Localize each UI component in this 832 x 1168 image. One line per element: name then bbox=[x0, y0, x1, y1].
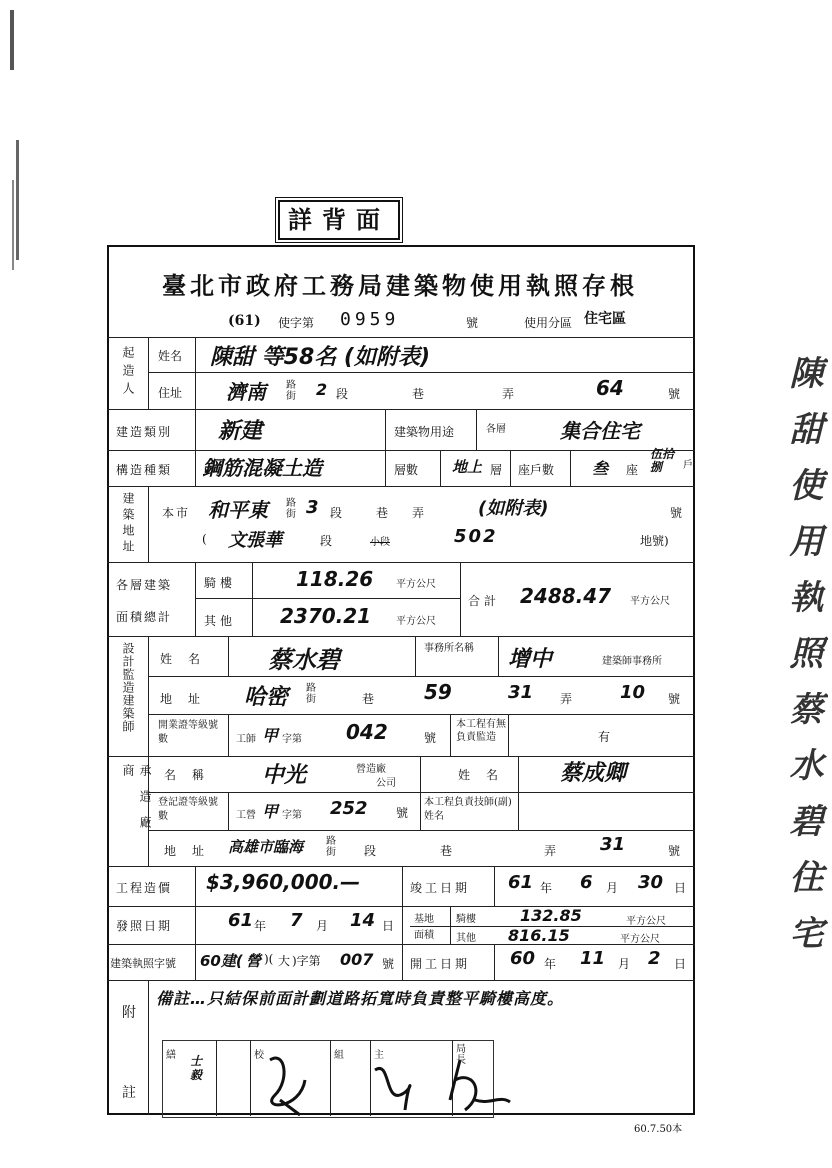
col-line bbox=[228, 636, 229, 676]
base-other-unit: 平方公尺 bbox=[620, 934, 660, 945]
col-line bbox=[420, 756, 421, 830]
site-duan-unit: 段 bbox=[330, 506, 343, 520]
col-line bbox=[450, 714, 451, 756]
units-value: 叁 bbox=[592, 459, 609, 478]
base-label-1: 基地 bbox=[414, 914, 434, 925]
signature-1 bbox=[270, 1058, 305, 1115]
col-line bbox=[228, 792, 229, 830]
row-line bbox=[148, 792, 695, 793]
units-hu-unit: 戶 bbox=[683, 460, 693, 471]
other-area-value: 2370.21 bbox=[280, 604, 372, 628]
base-arcade-value: 132.85 bbox=[520, 906, 582, 925]
site-lot-section: 文張華 bbox=[228, 530, 282, 551]
structure-value: 鋼筋混凝土造 bbox=[202, 456, 322, 480]
zone-value: 住宅區 bbox=[584, 311, 626, 327]
start-ri: 日 bbox=[674, 957, 687, 971]
side-text: 陳甜使用執照蔡水碧住宅 bbox=[783, 355, 823, 971]
applicant-hao-label: 號 bbox=[668, 387, 681, 401]
issue-label: 發照日期 bbox=[116, 919, 173, 933]
building-use-value: 集合住宅 bbox=[560, 419, 640, 443]
site-xiang: 巷 bbox=[376, 506, 389, 520]
cost-label: 工程造價 bbox=[116, 881, 173, 895]
floors-label: 層數 bbox=[394, 463, 419, 477]
completion-label: 竣工日期 bbox=[410, 881, 471, 895]
site-hao: 號 bbox=[670, 506, 683, 520]
contractor-addr-number: 31 bbox=[600, 834, 626, 855]
contractor-addr-label: 地址 bbox=[164, 844, 221, 858]
col-line bbox=[570, 450, 571, 486]
site-city: 本市 bbox=[162, 506, 191, 520]
applicant-addr-duan: 2 bbox=[316, 380, 328, 399]
col-line bbox=[415, 636, 416, 676]
applicant-section-label: 起造人 bbox=[121, 346, 135, 400]
footer-print: 60.7.50本 bbox=[634, 1124, 683, 1135]
completion-day: 30 bbox=[638, 872, 664, 893]
reg-prefix: 工營 bbox=[236, 810, 256, 821]
contractor-suffix: 營造廠 bbox=[356, 764, 386, 775]
col-line bbox=[476, 409, 477, 450]
site-lot-open: ( bbox=[202, 532, 207, 546]
header-box bbox=[278, 200, 400, 240]
contractor-addr: 高雄市臨海 bbox=[228, 838, 304, 856]
building-use-label: 建築物用途 bbox=[394, 425, 455, 439]
total-area-value: 2488.47 bbox=[520, 584, 612, 608]
col-line bbox=[195, 562, 196, 636]
header-box-text: 詳背面 bbox=[288, 205, 390, 234]
site-nong: 弄 bbox=[412, 506, 425, 520]
form-title: 臺北市政府工務局建築物使用執照存根 bbox=[162, 271, 638, 300]
permit-label: 建築執照字號 bbox=[110, 957, 176, 970]
start-day: 2 bbox=[648, 948, 661, 969]
permit-value-5: )字第 bbox=[292, 954, 321, 968]
site-section-label: 建築地址 bbox=[121, 492, 135, 556]
applicant-addr-road: 濟南 bbox=[226, 380, 266, 404]
office-suffix: 建築師事務所 bbox=[602, 656, 662, 667]
reg-char: 字第 bbox=[282, 810, 302, 821]
remarks-label-2: 註 bbox=[122, 1085, 136, 1101]
license-label: 開業證等級號數 bbox=[158, 720, 218, 745]
col-line bbox=[510, 450, 511, 486]
start-month: 11 bbox=[580, 948, 606, 969]
applicant-name-label: 姓名 bbox=[158, 349, 183, 363]
permit-value-2: 營 bbox=[246, 952, 262, 970]
floors-unit: 層 bbox=[490, 463, 503, 477]
start-label: 開工日期 bbox=[410, 957, 471, 971]
start-yue: 月 bbox=[618, 957, 631, 971]
col-line bbox=[498, 636, 499, 676]
architect-addr-number: 10 bbox=[620, 682, 646, 703]
base-arcade-unit: 平方公尺 bbox=[626, 916, 666, 927]
col-line bbox=[252, 562, 253, 636]
other-area-unit: 平方公尺 bbox=[396, 616, 436, 627]
building-use-floor: 各層 bbox=[486, 424, 506, 435]
site-duan-value: 3 bbox=[306, 497, 319, 518]
license-hao: 號 bbox=[424, 731, 437, 745]
row-line bbox=[107, 636, 695, 637]
completion-ri: 日 bbox=[674, 881, 687, 895]
completion-year: 61 bbox=[508, 872, 534, 893]
site-lot-sub: 小段 bbox=[370, 537, 390, 548]
applicant-xiang-label: 巷 bbox=[412, 387, 425, 401]
col-line bbox=[440, 450, 441, 486]
row-line bbox=[195, 598, 460, 599]
architect-addr-xiang-label: 巷 bbox=[362, 692, 375, 706]
permit-hao: 號 bbox=[382, 957, 395, 971]
base-label-2: 面積 bbox=[414, 930, 434, 941]
row-line bbox=[107, 486, 695, 487]
stamp-value-1: 士毅 bbox=[190, 1054, 203, 1082]
stamp-label-4: 主 bbox=[374, 1050, 384, 1061]
row-line bbox=[148, 830, 695, 831]
permit-value-6: 007 bbox=[340, 950, 374, 969]
contractor-addr-road: 路街 bbox=[326, 836, 336, 858]
col-line bbox=[402, 866, 403, 980]
row-line bbox=[107, 980, 695, 981]
stamp-label-3: 組 bbox=[334, 1050, 344, 1061]
col-line bbox=[508, 714, 509, 756]
col-line bbox=[494, 866, 495, 906]
stamp-label-5: 局長 bbox=[456, 1044, 466, 1066]
stamp-label-1: 繕 bbox=[166, 1050, 176, 1061]
architect-addr-alley: 31 bbox=[508, 682, 534, 703]
units-zuo: 座 bbox=[626, 463, 639, 477]
site-road: 和平東 bbox=[208, 498, 268, 522]
total-area-unit: 平方公尺 bbox=[630, 596, 670, 607]
license-grade: 甲 bbox=[262, 726, 279, 745]
architect-addr-hao: 號 bbox=[668, 692, 681, 706]
site-road-unit: 路街 bbox=[286, 498, 296, 520]
area-section-1: 各層建築 bbox=[116, 578, 173, 592]
completion-month: 6 bbox=[580, 872, 593, 893]
signature-marks bbox=[260, 1040, 520, 1120]
col-line bbox=[450, 906, 451, 944]
area-section-2: 面積總計 bbox=[116, 610, 173, 624]
cost-value: $3,960,000.— bbox=[206, 870, 361, 894]
architect-addr-city: 哈密 bbox=[244, 685, 289, 710]
architect-name: 蔡水碧 bbox=[268, 646, 340, 674]
arcade-unit: 平方公尺 bbox=[396, 579, 436, 590]
col-line bbox=[494, 944, 495, 980]
issue-nian: 年 bbox=[254, 919, 267, 933]
supervise-value: 有 bbox=[598, 730, 611, 744]
architect-name-label: 姓名 bbox=[160, 652, 217, 666]
license-number: 042 bbox=[346, 720, 388, 744]
units-hu-value: 伍拾捌 bbox=[650, 447, 675, 474]
applicant-road-unit: 路街 bbox=[286, 380, 296, 402]
permit-value-4: 大 bbox=[278, 954, 291, 968]
architect-addr-nong: 弄 bbox=[560, 692, 573, 706]
structure-label: 構造種類 bbox=[116, 463, 173, 477]
permit-number: 0959 bbox=[340, 309, 400, 330]
arcade-value: 118.26 bbox=[296, 567, 374, 591]
license-prefix: 工師 bbox=[236, 734, 256, 745]
col-line bbox=[385, 409, 386, 486]
applicant-addr-number: 64 bbox=[596, 376, 624, 400]
contractor-name-label: 名稱 bbox=[164, 768, 221, 782]
architect-section-label: 設計監造建築師 bbox=[121, 642, 135, 733]
col-line bbox=[148, 337, 149, 409]
zone-label: 使用分區 bbox=[524, 316, 573, 330]
col-line bbox=[148, 980, 149, 1115]
contractor-section-label: 承造廠商 bbox=[121, 764, 152, 842]
arcade-label: 騎樓 bbox=[204, 576, 237, 590]
col-line bbox=[195, 866, 196, 980]
binder-mark bbox=[10, 10, 14, 70]
col-line bbox=[228, 714, 229, 756]
reg-label: 登記證等級號數 bbox=[158, 797, 218, 822]
contractor-name: 中光 bbox=[262, 763, 307, 788]
contractor-person: 蔡成卿 bbox=[560, 761, 627, 786]
col-line bbox=[148, 486, 149, 562]
architect-addr-label: 地址 bbox=[160, 692, 217, 706]
building-type-value: 新建 bbox=[218, 419, 263, 444]
start-year: 60 bbox=[510, 948, 536, 969]
contractor-addr-nong: 弄 bbox=[544, 844, 557, 858]
base-arcade-label: 騎樓 bbox=[456, 914, 476, 925]
permit-value-1: 60建( bbox=[200, 952, 243, 970]
site-lot-number: 502 bbox=[454, 526, 498, 547]
issue-year: 61 bbox=[228, 910, 254, 931]
remarks-text: 備註…只結保前面計劃道路拓寬時負責整平騎樓高度。 bbox=[156, 989, 565, 1008]
row-line bbox=[148, 372, 695, 373]
base-other-value: 816.15 bbox=[508, 926, 570, 945]
completion-nian: 年 bbox=[540, 881, 553, 895]
architect-addr-road: 路街 bbox=[306, 683, 316, 705]
permit-hao: 號 bbox=[466, 316, 479, 330]
base-other-label: 其他 bbox=[456, 933, 476, 944]
issue-yue: 月 bbox=[316, 919, 329, 933]
binder-mark bbox=[12, 180, 14, 270]
contractor-addr-xiang: 巷 bbox=[440, 844, 453, 858]
office-value: 增中 bbox=[508, 647, 553, 672]
signature-3 bbox=[450, 1060, 510, 1110]
remarks-label-1: 附 bbox=[122, 1005, 136, 1021]
col-line bbox=[148, 636, 149, 756]
stamp-divider bbox=[216, 1040, 217, 1116]
completion-yue: 月 bbox=[606, 881, 619, 895]
contractor-person-label: 姓名 bbox=[458, 768, 515, 782]
col-line bbox=[195, 409, 196, 486]
reg-grade: 甲 bbox=[262, 802, 279, 821]
site-lot-duan: 段 bbox=[320, 534, 333, 548]
issue-ri: 日 bbox=[382, 919, 395, 933]
contractor-addr-hao: 號 bbox=[668, 844, 681, 858]
applicant-duan-label: 段 bbox=[336, 387, 349, 401]
floors-value: 地上 bbox=[452, 458, 483, 476]
col-line bbox=[518, 756, 519, 830]
stamp-divider bbox=[250, 1040, 251, 1116]
applicant-addr-label: 住址 bbox=[158, 386, 183, 400]
stamp-label-2: 校 bbox=[254, 1050, 264, 1061]
issue-day: 14 bbox=[350, 910, 376, 931]
permit-year: (61) bbox=[228, 313, 261, 329]
site-lot-close: 地號) bbox=[640, 534, 669, 548]
reg-number: 252 bbox=[330, 798, 368, 819]
start-nian: 年 bbox=[544, 957, 557, 971]
row-line bbox=[148, 676, 695, 677]
permit-value-3: )( bbox=[264, 952, 274, 966]
contractor-suffix-2: 公司 bbox=[376, 778, 396, 789]
applicant-name: 陳甜 等58名 (如附表) bbox=[210, 345, 431, 370]
architect-addr-lane: 59 bbox=[424, 680, 452, 704]
contractor-addr-duan: 段 bbox=[364, 844, 377, 858]
signature-2 bbox=[375, 1068, 410, 1110]
issue-month: 7 bbox=[290, 910, 303, 931]
license-char: 字第 bbox=[282, 734, 302, 745]
row-line bbox=[148, 714, 695, 715]
supervise-label: 本工程有無負責監造 bbox=[456, 719, 506, 743]
col-line bbox=[195, 337, 196, 409]
units-label: 座戶數 bbox=[518, 463, 555, 477]
binder-mark bbox=[16, 140, 19, 260]
col-line bbox=[460, 562, 461, 636]
office-label: 事務所名稱 bbox=[424, 643, 474, 654]
site-note: (如附表) bbox=[478, 498, 549, 519]
applicant-nong-label: 弄 bbox=[502, 387, 515, 401]
tech-label: 本工程負責技師(副)姓名 bbox=[424, 797, 512, 822]
building-type-label: 建造類別 bbox=[116, 425, 173, 439]
total-area-label: 合計 bbox=[468, 594, 501, 608]
other-area-label: 其他 bbox=[204, 614, 237, 628]
reg-hao: 號 bbox=[396, 806, 409, 820]
permit-char-label: 使字第 bbox=[278, 316, 315, 330]
